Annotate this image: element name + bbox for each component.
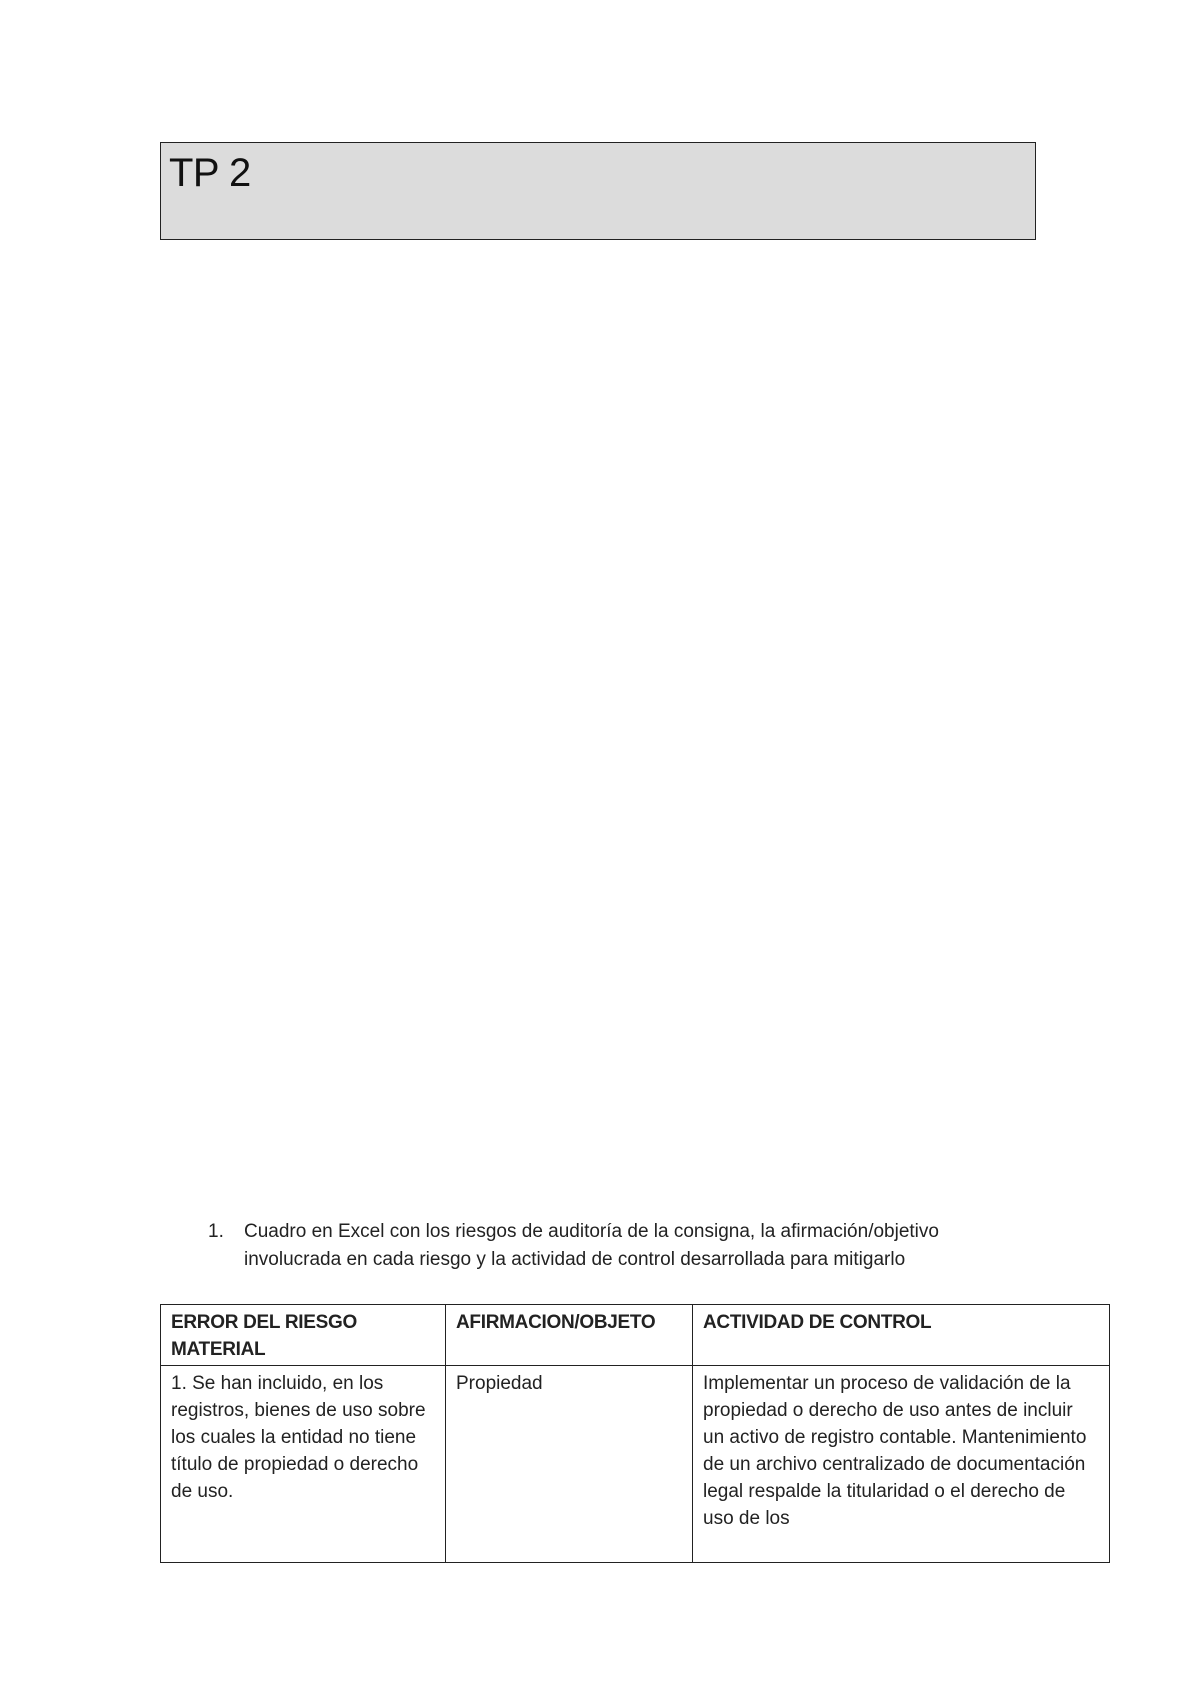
cell-afirmacion: Propiedad [446,1366,693,1563]
list-item-number: 1. [208,1221,224,1242]
cell-error: 1. Se han incluido, en los registros, bienes de uso sobre los cuales la entidad no tiene título de propiedad o derecho de uso. [161,1366,446,1563]
table-header-row [161,1305,1110,1366]
title-box [160,142,1036,240]
risk-table [160,1304,1110,1563]
header-error-riesgo: ERROR DEL RIESGO MATERIAL [161,1305,446,1366]
cell-actividad: Implementar un proceso de validación de la propiedad o derecho de uso antes de incluir un activo de registro contable. Mantenimiento de un archivo centralizado de documentación legal respalde la titularidad o el derecho de uso de los [693,1366,1110,1563]
list-item-text: Cuadro en Excel con los riesgos de auditoría de la consigna, la afirmación/objetivo involucrada en cada riesgo y la actividad de control desarrollada para mitigarlo [244,1221,939,1270]
table-row [161,1366,1110,1563]
header-afirmacion: AFIRMACION/OBJETO [446,1305,693,1366]
document-title: TP 2 [169,151,251,195]
header-actividad-control: ACTIVIDAD DE CONTROL [693,1305,1110,1366]
